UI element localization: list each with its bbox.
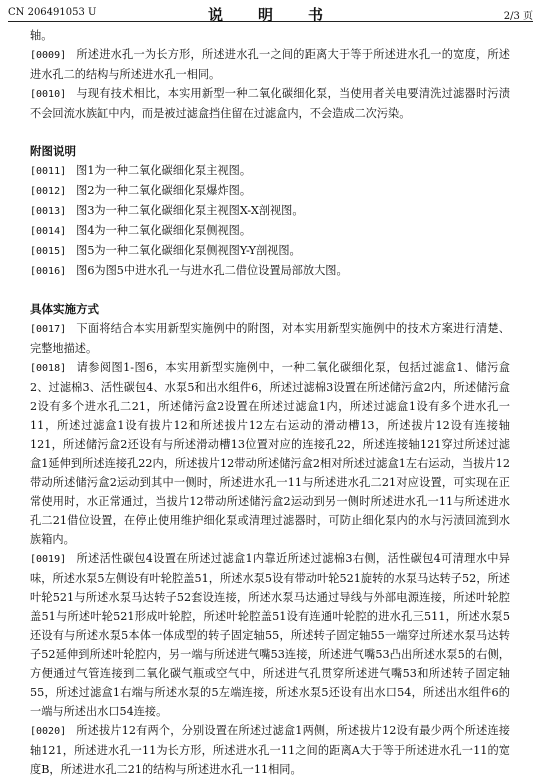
page-header bbox=[8, 4, 533, 22]
paragraph bbox=[30, 549, 510, 721]
paragraph bbox=[30, 241, 510, 261]
paragraph-number: [0009] bbox=[30, 50, 67, 61]
paragraph bbox=[30, 261, 510, 281]
paragraph-number: [0017] bbox=[30, 324, 67, 335]
paragraph-number: [0013] bbox=[30, 206, 67, 217]
paragraph-group-b bbox=[30, 319, 510, 779]
paragraph bbox=[30, 45, 510, 84]
paragraph bbox=[30, 221, 510, 241]
paragraph-text: 所述拔片12有两个，分别设置在所述过滤盒1两侧，所述拔片12设有最少两个所述连接轴121，所述进水孔一11为长方形，所述进水孔一11之间的距离A大于等于所述进水孔一11的宽度B，所述进水孔二21的结构与所述进水孔一11相同。 bbox=[30, 724, 510, 776]
paragraph-number: [0019] bbox=[30, 554, 67, 565]
paragraph-text: 图2为一种二氧化碳细化泵爆炸图。 bbox=[76, 184, 252, 197]
paragraph bbox=[30, 721, 510, 779]
paragraph-group-a bbox=[30, 45, 510, 123]
section-heading-embodiment: 具体实施方式 bbox=[30, 302, 99, 316]
paragraph-number: [0010] bbox=[30, 89, 67, 100]
spacer bbox=[30, 123, 510, 142]
paragraph-text: 所述活性碳包4设置在所述过滤盒1内靠近所述过滤棉3右侧，活性碳包4可清理水中异味，所述水泵5左侧设有叶轮腔盖51，所述水泵5设有带动叶轮521旋转的水泵马达转子52，所述叶轮521与所述水泵马达转子52套设连接，所述水泵马达通过导线与外部电源连接，所述叶轮腔盖51与所述叶轮521形成叶轮腔，所述叶轮腔盖51设有连通叶轮腔的进水孔三511，所述水泵5还设有与所述水泵5本体一体成型的转子固定轴55，所述转子固定轴55一端穿过所述水泵马达转子52延伸到所述叶轮腔内，另一端与所述进气嘴53连接，所述进气嘴53凸出所述水泵5的右侧，方便通过气管连接到二氧化碳气瓶或空气中，所述进气孔贯穿所述进气嘴53和所述转子固定轴55，所述过滤盒1右端与所述水泵的5左端连接，所述水泵5还设有出水口54，所述出水组件6的一端与所述出水口54连接。 bbox=[30, 552, 510, 718]
section-heading-figures: 附图说明 bbox=[30, 144, 76, 158]
paragraph bbox=[30, 84, 510, 123]
paragraph-text: 图4为一种二氧化碳细化泵侧视图。 bbox=[76, 224, 252, 237]
page-number: 2/3 页 bbox=[503, 11, 533, 22]
paragraph-group-figures bbox=[30, 161, 510, 281]
top-fragment: 轴。 bbox=[30, 29, 53, 42]
paragraph-number: [0018] bbox=[30, 363, 67, 374]
paragraph-text: 下面将结合本实用新型实施例中的附图，对本实用新型实施例中的技术方案进行清楚、完整地描述。 bbox=[30, 322, 510, 355]
paragraph-text: 请参阅图1-图6，本实用新型实施例中，一种二氧化碳细化泵，包括过滤盒1、储污盒2、过滤棉3、活性碳包4、水泵5和出水组件6，所述过滤棉3设置在所述储污盒2内，所述储污盒2设有多个进水孔二21，所述储污盒2设置在所述过滤盒1内，所述过滤盒1设有多个进水孔一11，所述过滤盒1设有拔片12和所述拔片12左右运动的滑动槽13，所述拔片12设有连接轴121，所述储污盒2还设有与所述滑动槽13位置对应的连接孔22，所述连接轴121穿过所述过滤盒1延伸到所述连接孔22内，所述拔片12带动所述储污盒2相对所述过滤盒1左右运动，当拔片12带动所述储污盒2运动到其中一侧时，所述进水孔一11与所述进水孔二21对应设置，可实现在正常使用时，水正常通过，当拔片12带动所述储污盒2运动到另一侧时所述进水孔一11与所述进水孔二21借位设置，在停止使用维护细化泵或清理过滤器时，可防止细化泵内的水与污渍回流到水族箱内。 bbox=[30, 361, 510, 546]
paragraph bbox=[30, 319, 510, 358]
paragraph-number: [0020] bbox=[30, 726, 67, 737]
paragraph-number: [0011] bbox=[30, 166, 67, 177]
paragraph bbox=[30, 181, 510, 201]
paragraph-text: 图6为图5中进水孔一与进水孔二借位设置局部放大图。 bbox=[76, 264, 348, 277]
doc-number: CN 206491053 U bbox=[8, 7, 97, 18]
spacer bbox=[30, 281, 510, 300]
header-rule bbox=[8, 21, 533, 22]
paragraph-text: 所述进水孔一为长方形，所述进水孔一之间的距离大于等于所述进水孔一的宽度，所述进水孔二的结构与所述进水孔一相同。 bbox=[30, 48, 510, 81]
paragraph-number: [0015] bbox=[30, 246, 67, 257]
paragraph-text: 图3为一种二氧化碳细化泵主视图X-X剖视图。 bbox=[76, 204, 304, 217]
doc-title: 说 明 书 bbox=[207, 6, 333, 24]
paragraph-number: [0016] bbox=[30, 266, 67, 277]
paragraph-number: [0012] bbox=[30, 186, 67, 197]
paragraph-text: 图5为一种二氧化碳细化泵侧视图Y-Y剖视图。 bbox=[76, 244, 301, 257]
paragraph bbox=[30, 161, 510, 181]
document-body bbox=[30, 26, 510, 779]
paragraph-text: 图1为一种二氧化碳细化泵主视图。 bbox=[76, 164, 252, 177]
paragraph bbox=[30, 358, 510, 549]
paragraph-number: [0014] bbox=[30, 226, 67, 237]
paragraph bbox=[30, 201, 510, 221]
paragraph-text: 与现有技术相比，本实用新型一种二氧化碳细化泵，当使用者关电要清洗过滤器时污渍不会回流水族缸中内，而是被过滤盒挡住留在过滤盒内，不会造成二次污染。 bbox=[30, 87, 510, 120]
